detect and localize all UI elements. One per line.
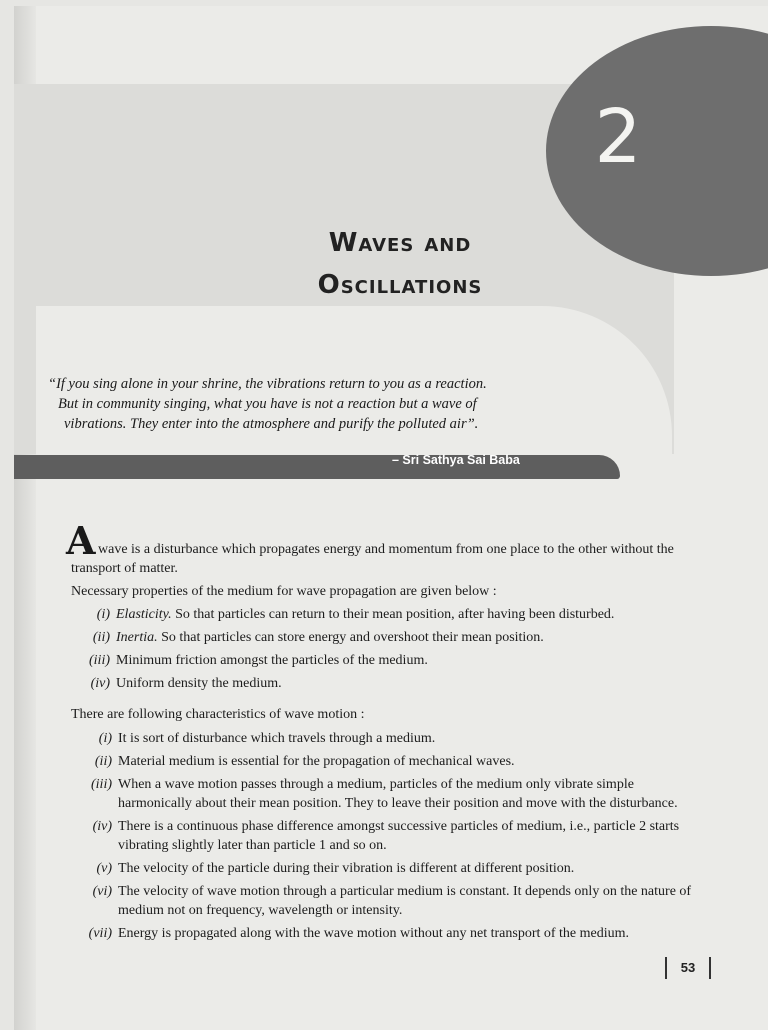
property-text: Uniform density the medium. [116,676,282,691]
characteristic-number: (i) [98,731,112,746]
quote-line-1: “If you sing alone in your shrine, the vibrations return to you as a reaction. [48,376,487,392]
quote-line-2: But in community singing, what you have is not a reaction but a wave of [58,396,477,412]
chapter-title-line-1: Waves and [328,228,472,258]
quote-attribution: – Sri Sathya Sai Baba [392,453,520,467]
characteristic-number: (vii) [88,926,112,941]
intro-line-2: transport of matter. [71,561,178,576]
properties-heading: Necessary properties of the medium for wave propagation are given below : [71,584,497,599]
property-text: So that particles can store energy and overshoot their mean position. [157,630,544,645]
characteristic-text: When a wave motion passes through a medium, particles of the medium only vibrate simple [118,777,634,792]
attribution-bar [14,455,620,479]
property-text: So that particles can return to their mean position, after having been disturbed. [171,607,615,622]
characteristic-number: (v) [96,861,112,876]
quote-line-3: vibrations. They enter into the atmosphere and purify the polluted air”. [64,416,479,432]
chapter-title-line-2: Oscillations [317,270,483,300]
characteristic-text: Material medium is essential for the propagation of mechanical waves. [118,754,515,769]
drop-cap: A [66,518,96,563]
characteristic-text: Energy is propagated along with the wave motion without any net transport of the medium. [118,926,630,941]
characteristic-text: There is a continuous phase difference amongst successive particles of medium, i.e., particle 2 starts [118,819,680,834]
characteristic-text-cont: medium not on frequency, wavelength or intensity. [118,903,403,918]
property-number: (iii) [89,653,110,668]
characteristic-number: (iii) [91,777,112,792]
characteristic-number: (iv) [92,819,112,834]
characteristic-text: The velocity of wave motion through a particular medium is constant. It depends only on the nature of [118,884,692,899]
characteristic-text-cont: vibrating slightly later than particle 1 and so on. [118,838,387,853]
characteristic-number: (vi) [92,884,112,899]
property-term: Inertia. [116,630,158,645]
page-number: 53 [665,957,711,979]
characteristic-text: It is sort of disturbance which travels through a medium. [118,731,436,746]
characteristic-text: The velocity of the particle during their vibration is different at different position. [118,861,575,876]
characteristic-text-cont: harmonically about their mean position. They to leave their position and move with the disturbance. [118,796,678,811]
property-number: (ii) [92,630,110,645]
intro-line-1: wave is a disturbance which propagates energy and momentum from one place to the other without the [98,542,674,557]
characteristics-heading: There are following characteristics of wave motion : [71,707,365,722]
chapter-number: 2 [594,94,642,180]
characteristic-number: (ii) [94,754,112,769]
property-text: Minimum friction amongst the particles of the medium. [116,653,428,668]
property-number: (i) [96,607,110,622]
property-number: (iv) [90,676,110,691]
property-term: Elasticity. [116,607,172,622]
